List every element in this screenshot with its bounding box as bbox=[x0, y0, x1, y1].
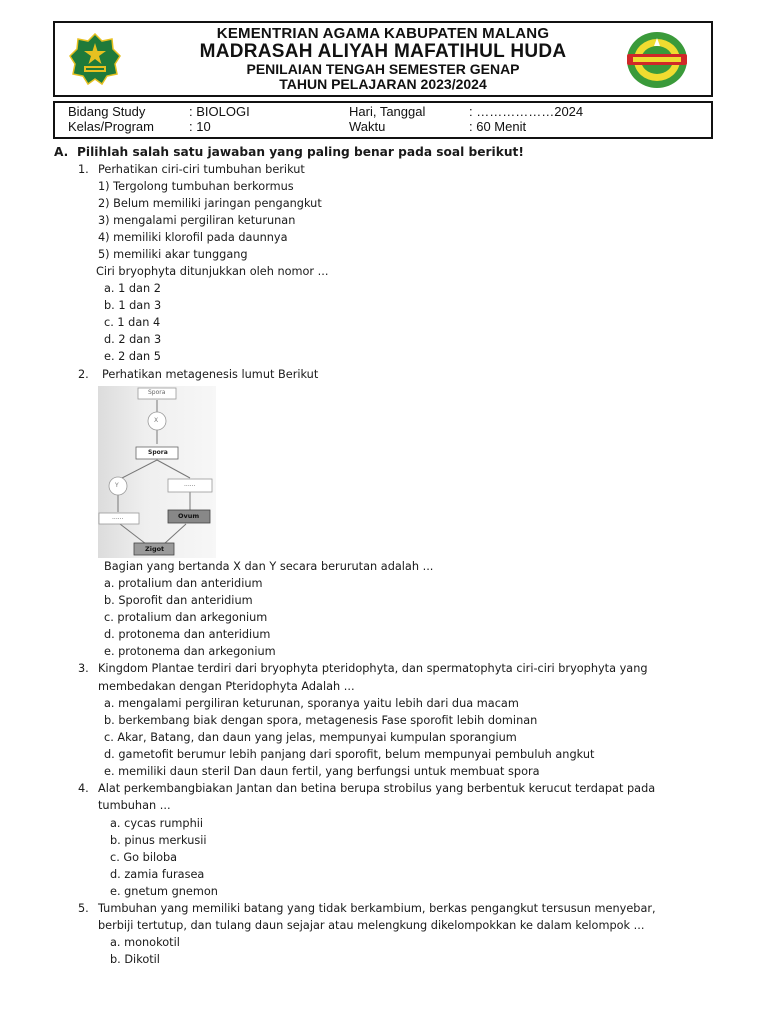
class-value: : 10 bbox=[189, 119, 211, 134]
q1-option: d. 2 dan 3 bbox=[104, 333, 162, 346]
q2-option: c. protalium dan arkegonium bbox=[104, 611, 268, 624]
exam-header-box bbox=[53, 21, 713, 97]
q4-option: b. pinus merkusii bbox=[110, 834, 207, 847]
q4-number: 4. bbox=[78, 782, 89, 795]
q1-text: Perhatikan ciri-ciri tumbuhan berikut bbox=[98, 163, 305, 176]
q5-text-cont: berbiji tertutup, dan tulang daun sejajar atau melengkung dikelompokkan ke dalam kelompok ... bbox=[98, 919, 645, 932]
q1-option: a. 1 dan 2 bbox=[104, 282, 161, 295]
q1-option: c. 1 dan 4 bbox=[104, 316, 161, 329]
q2-option: e. protonema dan arkegonium bbox=[104, 645, 276, 658]
q3-text: Kingdom Plantae terdiri dari bryophyta pteridophyta, dan spermatophyta ciri-ciri bryophyta yang bbox=[98, 662, 648, 675]
q2-option: d. protonema dan anteridium bbox=[104, 628, 271, 641]
diagram-x-label: X bbox=[154, 417, 159, 424]
subject-value: : BIOLOGI bbox=[189, 104, 250, 119]
q2-option: a. protalium dan anteridium bbox=[104, 577, 263, 590]
q1-item: 4) memiliki klorofil pada daunnya bbox=[98, 231, 288, 244]
q1-item: 5) memiliki akar tunggang bbox=[98, 248, 248, 261]
q4-option: c. Go biloba bbox=[110, 851, 178, 864]
q3-option: d. gametofit berumur lebih panjang dari sporofit, belum mempunyai pembuluh angkut bbox=[104, 748, 595, 761]
q4-option: d. zamia furasea bbox=[110, 868, 205, 881]
q2-question: Bagian yang bertanda X dan Y secara berurutan adalah ... bbox=[104, 560, 434, 573]
diagram-box-mid: ...... bbox=[184, 481, 196, 488]
q3-option: c. Akar, Batang, dan daun yang jelas, mempunyai kumpulan sporangium bbox=[104, 731, 517, 744]
q1-option: e. 2 dan 5 bbox=[104, 350, 161, 363]
q2-option: b. Sporofit dan anteridium bbox=[104, 594, 253, 607]
diagram-box-left: ...... bbox=[112, 514, 124, 521]
diagram-ovum: Ovum bbox=[178, 512, 200, 520]
q5-number: 5. bbox=[78, 902, 89, 915]
q1-number: 1. bbox=[78, 163, 89, 176]
q4-text-cont: tumbuhan ... bbox=[98, 799, 171, 812]
q2-text: Perhatikan metagenesis lumut Berikut bbox=[102, 368, 319, 381]
academic-year: TAHUN PELAJARAN 2023/2024 bbox=[279, 76, 487, 92]
q1-item: 2) Belum memiliki jaringan pengangkut bbox=[98, 197, 322, 210]
q1-option: b. 1 dan 3 bbox=[104, 299, 162, 312]
section-letter: A. bbox=[54, 145, 69, 159]
q5-option: a. monokotil bbox=[110, 936, 180, 949]
class-label: Kelas/Program bbox=[68, 119, 154, 134]
q3-number: 3. bbox=[78, 662, 89, 675]
ministry-title: KEMENTRIAN AGAMA KABUPATEN MALANG bbox=[216, 25, 550, 42]
q5-text: Tumbuhan yang memiliki batang yang tidak berkambium, berkas pengangkut tersusun menyebar, bbox=[98, 902, 656, 915]
day-label: Hari, Tanggal bbox=[349, 104, 426, 119]
diagram-y-label: Y bbox=[115, 482, 119, 489]
school-logo-icon bbox=[625, 30, 689, 90]
q4-option: a. cycas rumphii bbox=[110, 817, 204, 830]
school-name: MADRASAH ALIYAH MAFATIHUL HUDA bbox=[199, 41, 567, 62]
metagenesis-diagram bbox=[98, 386, 216, 558]
time-label: Waktu bbox=[349, 119, 386, 134]
q2-number: 2. bbox=[78, 368, 89, 381]
q3-option: b. berkembang biak dengan spora, metagenesis Fase sporofit lebih dominan bbox=[104, 714, 538, 727]
subject-label: Bidang Study bbox=[68, 104, 146, 119]
q1-question: Ciri bryophyta ditunjukkan oleh nomor ... bbox=[96, 265, 329, 278]
day-value: : ………………2024 bbox=[469, 104, 584, 119]
q5-option: b. Dikotil bbox=[110, 953, 160, 966]
q1-item: 3) mengalami pergiliran keturunan bbox=[98, 214, 296, 227]
diagram-spora-top: Spora bbox=[148, 389, 166, 396]
q4-option: e. gnetum gnemon bbox=[110, 885, 218, 898]
q3-text-cont: membedakan dengan Pteridophyta Adalah ... bbox=[98, 680, 355, 693]
diagram-arrows bbox=[98, 386, 216, 558]
q4-text: Alat perkembangbiakan Jantan dan betina berupa strobilus yang berbentuk kerucut terdapat pada bbox=[98, 782, 656, 795]
q1-item: 1) Tergolong tumbuhan berkormus bbox=[98, 180, 294, 193]
q3-option: e. memiliki daun steril Dan daun fertil, yang berfungsi untuk membuat spora bbox=[104, 765, 540, 778]
q3-option: a. mengalami pergiliran keturunan, sporanya yaitu lebih dari dua macam bbox=[104, 697, 519, 710]
exam-title: PENILAIAN TENGAH SEMESTER GENAP bbox=[246, 61, 520, 77]
diagram-spora-mid: Spora bbox=[148, 449, 168, 456]
time-value: : 60 Menit bbox=[469, 119, 527, 134]
section-instruction: Pilihlah salah satu jawaban yang paling benar pada soal berikut! bbox=[77, 145, 524, 159]
diagram-zigot: Zigot bbox=[145, 545, 165, 553]
exam-info-box bbox=[53, 101, 713, 139]
